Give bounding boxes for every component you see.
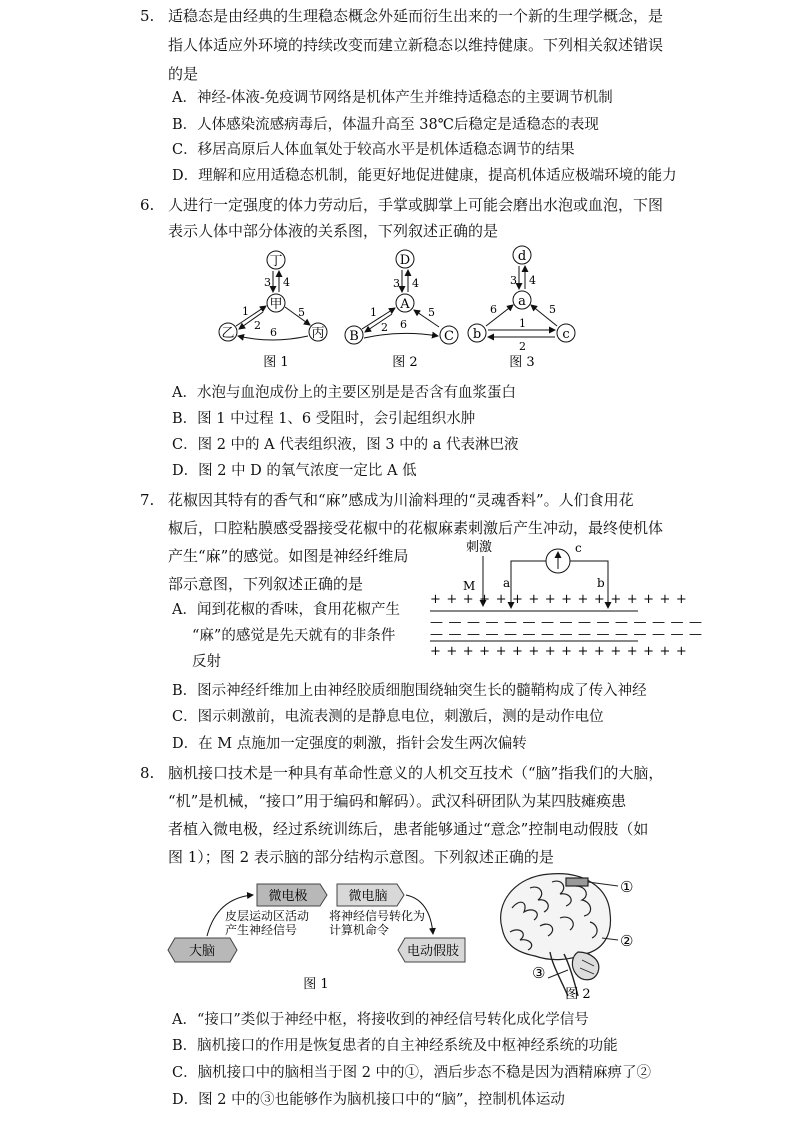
q7-stem-line3: 产生“麻”的感觉。如图是神经纤维局 <box>168 547 409 565</box>
fig3-label-5: 5 <box>549 303 556 316</box>
q8-number: 8. <box>140 764 155 782</box>
q8-fig1-caption: 图 1 <box>303 977 329 992</box>
q7-point-b-label: b <box>597 576 605 590</box>
q8-computer-label: 微电脑 <box>348 889 388 904</box>
q5-option-a: A．神经-体液-免疫调节网络是机体产生并维持适稳态的主要调节机制 <box>172 90 613 106</box>
q5-stem-line1: 适稳态是由经典的生理稳态概念外延而衍生出来的一个新的生理学概念，是 <box>168 7 664 25</box>
q7-stem-line2: 椒后，口腔粘膜感受器接受花椒中的花椒麻素刺激后产生冲动，最终使机体 <box>168 519 664 537</box>
fig1-caption: 图 1 <box>263 355 289 370</box>
q8-fig1-flow-diagram <box>165 878 465 993</box>
fig1-label-4: 4 <box>283 276 290 289</box>
q8-stem-line4: 图 1）；图 2 表示脑的部分结构示意图。下列叙述正确的是 <box>168 848 554 866</box>
q7-option-a-line1: A．闻到花椒的香味，食用花椒产生 <box>172 602 400 618</box>
q8-option-b: B．脑机接口的作用是恢复患者的自主神经系统及中枢神经系统的功能 <box>172 1038 618 1054</box>
fig2-label-2: 2 <box>381 321 388 334</box>
fig2-node-right: C <box>444 329 454 344</box>
q7-option-b: B．图示神经纤维加上由神经胶质细胞围绕轴突生长的髓鞘构成了传入神经 <box>172 683 647 699</box>
fig2-label-4: 4 <box>412 277 419 290</box>
q7-stem-line4: 部示意图，下列叙述正确的是 <box>168 575 364 593</box>
q8-note1-line2: 产生神经信号 <box>225 923 298 937</box>
q5-stem-line2: 指人体适应外环境的持续改变而建立新稳态以维持健康。下列相关叙述错误 <box>168 36 664 54</box>
q6-stem-line2: 表示人体中部分体液的关系图，下列叙述正确的是 <box>168 222 499 240</box>
fig1-label-5: 5 <box>298 306 305 319</box>
q8-fig2-caption: 图 2 <box>565 987 591 1002</box>
fig3-label-3: 3 <box>510 274 517 287</box>
q7-meter-c-label: c <box>575 541 582 555</box>
q8-fig2-marker-3: ③ <box>532 964 546 982</box>
q7-charge-outer-top: ++++++++++++++++ <box>430 592 693 607</box>
q8-stem-line3: 者植入微电极，经过系统训练后，患者能够通过“意念”控制电动假肢（如 <box>168 820 649 838</box>
q6-number: 6. <box>140 196 155 214</box>
fig1-node-mid: 甲 <box>269 297 283 312</box>
q7-option-c: C．图示刺激前，电流表测的是静息电位，刺激后，测的是动作电位 <box>172 709 604 725</box>
fig3-label-4: 4 <box>529 274 536 287</box>
q6-figures <box>200 240 600 375</box>
fig2-label-5: 5 <box>428 306 435 319</box>
q7-stem-line1: 花椒因其特有的香气和“麻”感成为川渝料理的“灵魂香料”。人们食用花 <box>168 491 634 509</box>
q7-charge-inner-top: ——————————————— <box>430 615 708 630</box>
fig2-caption: 图 2 <box>392 355 418 370</box>
q7-charge-inner-bottom: ——————————————— <box>430 627 708 642</box>
q7-option-a-line2: “麻”的感觉是先天就有的非条件 <box>192 628 396 644</box>
q7-stimulus-label: 刺激 <box>466 540 493 555</box>
q6-stem-line1: 人进行一定强度的体力劳动后，手掌或脚掌上可能会磨出水泡或血泡，下图 <box>168 196 664 214</box>
q8-note1-line1: 皮层运动区活动 <box>225 909 310 923</box>
fig3-node-top: d <box>517 249 527 264</box>
q7-point-m-label: M <box>463 579 476 593</box>
fig3-node-right: c <box>562 327 570 342</box>
q7-option-d: D．在 M 点施加一定强度的刺激，指针会发生两次偏转 <box>172 736 527 752</box>
q8-option-d: D．图 2 中的③也能够作为脑机接口中的“脑”，控制机体运动 <box>172 1092 565 1108</box>
q5-stem-line3: 的是 <box>168 65 199 83</box>
fig3-node-left: b <box>472 327 482 342</box>
q8-brain-label: 大脑 <box>188 944 216 959</box>
q7-option-a-line3: 反射 <box>192 654 221 670</box>
q6-option-b: B．图 1 中过程 1、6 受阻时，会引起组织水肿 <box>172 411 476 427</box>
q5-number: 5. <box>140 7 155 25</box>
q8-fig2-marker-1: ① <box>620 878 634 896</box>
q5-option-b: B．人体感染流感病毒后，体温升高至 38℃后稳定是适稳态的表现 <box>172 117 599 133</box>
fig2-label-6: 6 <box>400 318 407 331</box>
fig2-node-top: D <box>399 253 411 268</box>
fig3-label-2: 2 <box>519 340 526 353</box>
q6-option-c: C．图 2 中的 A 代表组织液，图 3 中的 a 代表淋巴液 <box>172 437 519 453</box>
q8-limb-label: 电动假肢 <box>406 944 460 959</box>
fig2-node-mid: A <box>400 297 410 312</box>
q6-option-d: D．图 2 中 D 的氧气浓度一定比 A 低 <box>172 463 417 479</box>
fig2-node-left: B <box>349 329 359 344</box>
q8-electrode-label: 微电极 <box>268 889 308 904</box>
fig1-node-left: 乙 <box>221 326 235 341</box>
fig3-label-1: 1 <box>519 317 526 330</box>
q8-note2-line1: 将神经信号转化为 <box>329 909 426 923</box>
fig1-label-1: 1 <box>242 305 249 318</box>
brain-icon <box>501 874 611 996</box>
q6-option-a: A．水泡与血泡成份上的主要区别是是否含有血浆蛋白 <box>172 385 516 401</box>
fig2-label-1: 1 <box>370 306 377 319</box>
q7-number: 7. <box>140 491 155 509</box>
fig3-node-mid: a <box>518 294 526 309</box>
q7-charge-outer-bottom: ++++++++++++++++ <box>430 644 693 659</box>
fig3-label-6: 6 <box>490 303 497 316</box>
q8-option-a: A．“接口”类似于神经中枢，将接收到的神经信号转化成化学信号 <box>172 1012 589 1028</box>
q8-stem-line1: 脑机接口技术是一种具有革命性意义的人机交互技术（“脑”指我们的大脑， <box>168 764 664 782</box>
q8-option-c: C．脑机接口中的脑相当于图 2 中的①，酒后步态不稳是因为酒精麻痹了② <box>172 1065 652 1081</box>
q5-option-d: D．理解和应用适稳态机制，能更好地促进健康，提高机体适应极端环境的能力 <box>172 168 677 184</box>
q7-nerve-fiber-figure <box>425 538 708 660</box>
q8-fig2-marker-2: ② <box>620 932 634 950</box>
fig1-label-2: 2 <box>254 319 261 332</box>
q7-point-a-label: a <box>503 576 511 590</box>
q5-option-c: C．移居高原后人体血氧处于较高水平是机体适稳态调节的结果 <box>172 142 575 158</box>
q8-stem-line2: “机”是机械，“接口”用于编码和解码）。武汉科研团队为某四肢瘫痪患 <box>168 792 627 810</box>
q8-fig2-brain-figure <box>490 868 650 1008</box>
fig3-caption: 图 3 <box>509 355 535 370</box>
fig1-node-right: 丙 <box>311 326 325 341</box>
fig1-label-6: 6 <box>270 326 277 339</box>
q8-note2-line2: 计算机命令 <box>329 923 390 937</box>
fig1-node-top: 丁 <box>269 254 283 269</box>
fig1-label-3: 3 <box>264 276 271 289</box>
fig2-label-3: 3 <box>393 277 400 290</box>
